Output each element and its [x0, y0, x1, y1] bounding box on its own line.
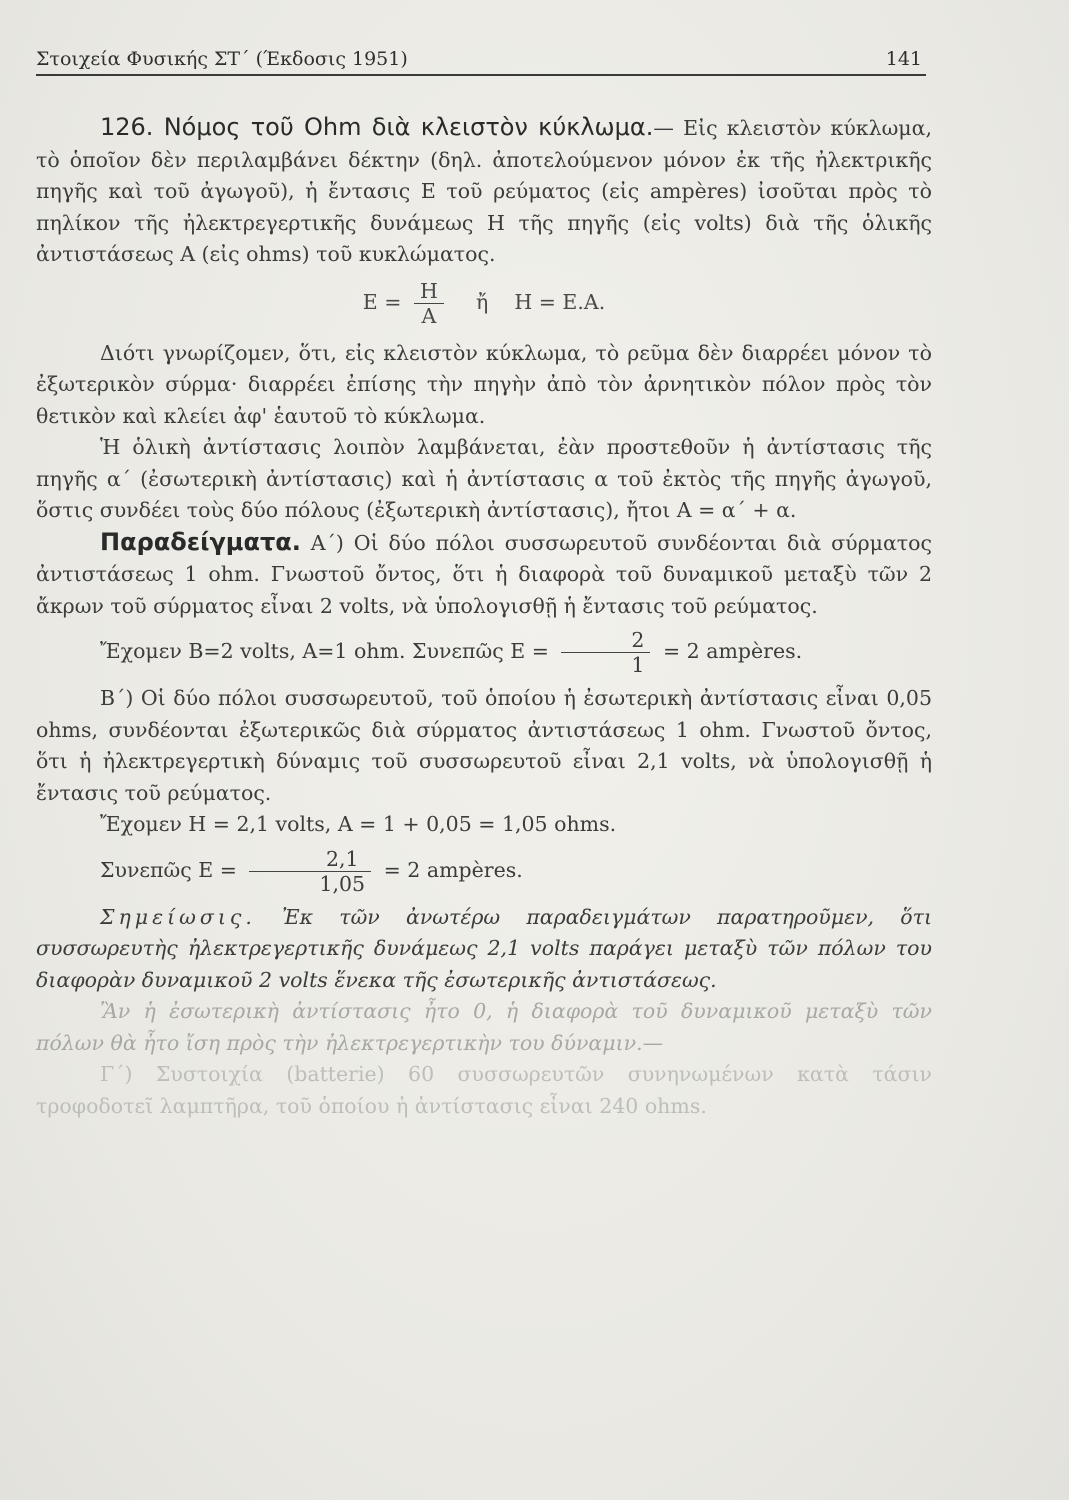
page-body	[36, 112, 932, 1122]
page-number: 141	[885, 48, 922, 70]
note-paragraph	[36, 902, 932, 997]
example-b-fraction	[249, 847, 371, 896]
example-a-numerator: 2	[561, 628, 650, 653]
formula-denominator: A	[421, 303, 437, 328]
paragraph-explanation: Διότι γνωρίζομεν, ὅτι, εἰς κλειστὸν κύκλωμα, τὸ ρεῦμα δὲν διαρρέει μόνον τὸ ἐξωτερικὸν σύρμα· διαρρέει ἐπίσης τὴν πηγὴν ἀπὸ τὸν ἀρνητικὸν πόλον πρὸς τὸν θετικὸν καὶ κλείει ἀφ' ἑαυτοῦ τὸ κύκλωμα.	[36, 340, 932, 428]
example-a-equation	[36, 628, 932, 677]
example-c-text: Γ΄) Συστοιχία (batterie) 60 συσσωρευτῶν συνηνωμένων κατὰ τάσιν τροφοδοτεῖ λαμπτῆρα, τοῦ ὁποίου ἡ ἀντίστασις εἶναι 240 ohms.	[36, 1062, 932, 1118]
formula-numerator: H	[414, 279, 444, 304]
example-b-equation-2	[36, 847, 932, 896]
note-text: Ἐκ τῶν ἀνωτέρω παραδειγμάτων παρατηροῦμεν, ὅτι συσσωρευτὴς ἠλεκτρεγερτικῆς δυνάμεως 2,1 volts παράγει μεταξὺ τῶν πόλων του διαφορὰν δυναμικοῦ 2 volts ἕνεκα τῆς ἐσωτερικῆς ἀντιστάσεως.	[36, 904, 932, 992]
example-b-equation-1: Ἔχομεν H = 2,1 volts, A = 1 + 0,05 = 1,05 ohms.	[100, 812, 617, 836]
section-heading: 126. Νόμος τοῦ Ohm διὰ κλειστὸν κύκλωμα.	[100, 113, 654, 141]
formula-or: ἤ	[475, 289, 489, 314]
example-a-denominator: 1	[631, 653, 645, 677]
example-b-text: Β΄) Οἱ δύο πόλοι συσσωρευτοῦ, τοῦ ὁποίου ἡ ἐσωτερικὴ ἀντίστασις εἶναι 0,05 ohms, συνδέονται ἐξωτερικῶς διὰ σύρματος ἀντιστάσεως 1 ohm. Γνωστοῦ ὄντος, ὅτι ἡ ἠλεκτρεγερτικὴ δύναμις τοῦ συσσωρευτοῦ εἶναι 2,1 volts, νὰ ὑπολογισθῇ ἡ ἔντασις τοῦ ρεύματος.	[36, 686, 932, 805]
formula-fraction	[414, 279, 444, 328]
paragraph-total-resistance: Ἡ ὁλικὴ ἀντίστασις λοιπὸν λαμβάνεται, ἐὰν προστεθοῦν ἡ ἀντίστασις τῆς πηγῆς α΄ (ἐσωτερικὴ ἀντίστασις) καὶ ἡ ἀντίστασις α τοῦ ἐκτὸς τῆς πηγῆς ἀγωγοῦ, ὅστις συνδέει τοὺς δύο πόλους (ἐξωτερικὴ ἀντίστασις), ἤτοι Α = α΄ + α.	[36, 435, 932, 522]
ohm-law-formula	[36, 279, 932, 328]
note-paragraph-2: Ἂν ἡ ἐσωτερικὴ ἀντίστασις ἦτο 0, ἡ διαφορὰ τοῦ δυναμικοῦ μεταξὺ τῶν πόλων θὰ ἦτο ἴση πρὸς τὴν ἠλεκτρεγερτικὴν του δύναμιν.—	[36, 999, 932, 1055]
examples-label: Παραδείγματα.	[100, 527, 301, 556]
section-intro: — Εἰς κλειστὸν κύκλωμα, τὸ ὁποῖον δὲν περιλαμβάνει δέκτην (δηλ. ἀποτελούμενον μόνον ἐκ τῆς ἠλεκτρικῆς πηγῆς καὶ τοῦ ἀγωγοῦ), ἡ ἔντασις Ε τοῦ ρεύματος (εἰς ampères) ἰσοῦται πρὸς τὸ πηλίκον τῆς ἠλεκτρεγερτικῆς δυνάμεως Η τῆς πηγῆς (εἰς volts) διὰ τῆς ὁλικῆς ἀντιστάσεως Α (εἰς ohms) τοῦ κυκλώματος.	[36, 116, 932, 266]
formula-lhs: E =	[362, 289, 402, 314]
example-b-numerator: 2,1	[249, 847, 371, 872]
section-126-paragraph	[36, 112, 932, 271]
running-header	[36, 40, 926, 76]
example-b-eq-suffix: = 2 ampères.	[383, 857, 523, 882]
example-a-text: Α΄) Οἱ δύο πόλοι συσσωρευτοῦ συνδέονται διὰ σύρματος ἀντιστάσεως 1 ohm. Γνωστοῦ ὄντος, ὅτι ἡ διαφορὰ τοῦ δυναμικοῦ μεταξὺ τῶν 2 ἄκρων τοῦ σύρματος εἶναι 2 volts, νὰ ὑπολογισθῇ ἡ ἔντασις τοῦ ρεύματος.	[36, 530, 932, 618]
example-a-paragraph	[36, 527, 932, 623]
example-a-eq-suffix: = 2 ampères.	[662, 639, 803, 663]
example-a-fraction	[561, 628, 650, 677]
formula-rhs: H = E.A.	[514, 289, 606, 314]
example-b-eq-prefix: Συνεπῶς E =	[100, 857, 237, 882]
header-title: Στοιχεία Φυσικής ΣΤ΄ (Έκδοσις 1951)	[36, 48, 408, 70]
example-a-eq-prefix: Ἔχομεν Β=2 volts, A=1 ohm. Συνεπῶς E =	[100, 639, 549, 663]
example-b-denominator: 1,05	[319, 871, 366, 896]
note-label: Σημείωσις.	[100, 904, 256, 929]
